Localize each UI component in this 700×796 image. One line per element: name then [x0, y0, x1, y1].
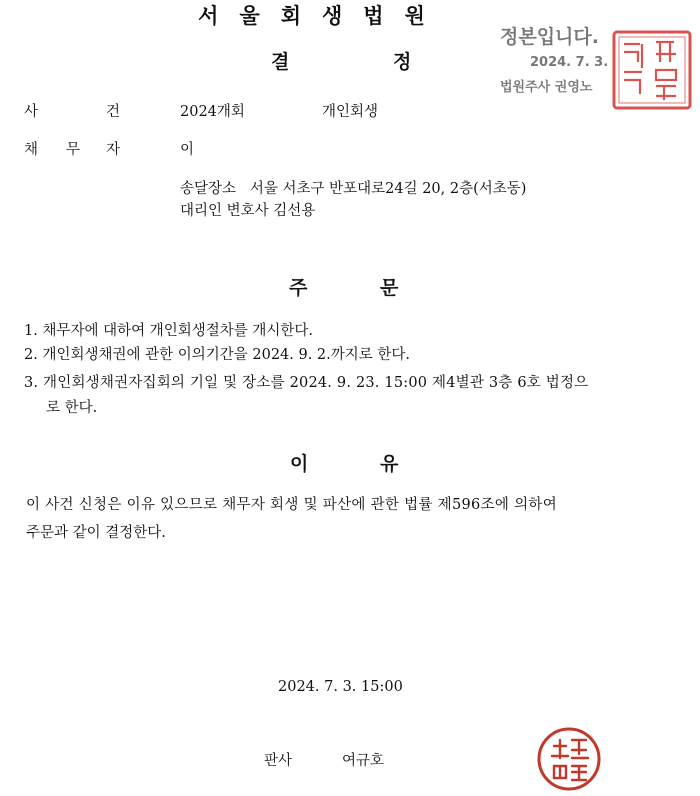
certification-text: 정본입니다. [500, 26, 599, 48]
order-heading-right: 문 [380, 277, 399, 299]
agent: 대리인 변호사 김선용 [180, 203, 316, 219]
label-debtor-1: 채 [24, 142, 39, 158]
reason-line-1: 이 사건 신청은 이유 있으므로 채무자 회생 및 파산에 관한 법률 제596조에 의하여 [26, 497, 557, 513]
label-case-1: 사 [24, 104, 39, 120]
certification-date: 2024. 7. 3. [530, 55, 609, 70]
judge-name: 여규호 [342, 753, 385, 769]
debtor-name: 이 [180, 142, 195, 158]
decision-datetime: 2024. 7. 3. 15:00 [278, 679, 403, 695]
label-debtor-2: 무 [66, 142, 81, 158]
judge-title: 판사 [264, 753, 293, 769]
order-item-3: 3. 개인회생채권자집회의 기일 및 장소를 2024. 9. 23. 15:00 제4별관 3층 6호 법정으 [24, 375, 589, 391]
reason-heading-right: 유 [380, 453, 399, 475]
order-item-2: 2. 개인회생채권에 관한 이의기간을 2024. 9. 2.까지로 한다. [24, 347, 411, 363]
certification-clerk: 법원주사 권영노 [500, 80, 593, 95]
reason-heading-left: 이 [290, 453, 309, 475]
reason-line-2: 주문과 같이 결정한다. [26, 525, 166, 541]
case-name: 개인회생 [322, 104, 379, 120]
case-number: 2024개회 [180, 104, 245, 120]
doc-type-right: 정 [393, 51, 412, 73]
service-address: 송달장소 서울 서초구 반포대로24길 20, 2층(서초동) [180, 181, 527, 197]
court-name: 서울회생법원 [198, 4, 446, 28]
order-heading-left: 주 [289, 277, 308, 299]
court-seal-icon [612, 30, 692, 110]
order-item-1: 1. 채무자에 대하여 개인회생절차를 개시한다. [24, 323, 314, 339]
doc-type-left: 결 [271, 51, 290, 73]
label-debtor-3: 자 [106, 142, 121, 158]
order-item-3-cont: 로 한다. [46, 400, 98, 416]
label-case-2: 건 [106, 104, 121, 120]
judge-seal-icon [536, 726, 602, 792]
